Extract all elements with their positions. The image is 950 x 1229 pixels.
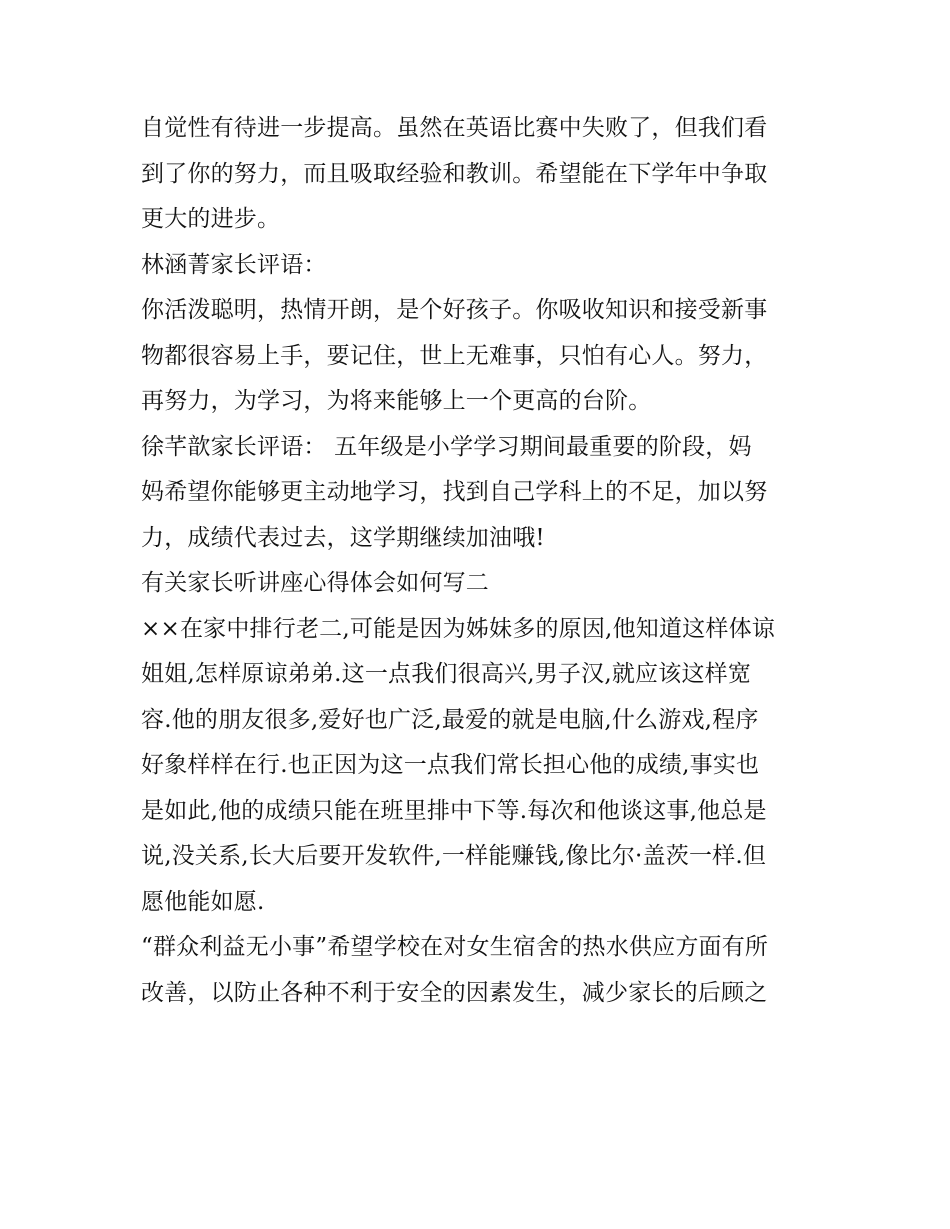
text-line: 愿他能如愿.: [141, 888, 265, 915]
document-body: [141, 106, 821, 1016]
section-heading: 有关家长听讲座心得体会如何写二: [141, 570, 489, 596]
text-line: 容.他的朋友很多,爱好也广泛,最爱的就是电脑,什么游戏,程序: [141, 706, 759, 733]
text-line: 是如此,他的成绩只能在班里排中下等.每次和他谈这事,他总是: [141, 797, 767, 824]
text-line: 自觉性有待进一步提高。虽然在英语比赛中失败了，但我们看: [141, 115, 768, 141]
text-line: “群众利益无小事”希望学校在对女生宿舍的热水供应方面有所: [141, 934, 769, 960]
text-line: 妈希望你能够更主动地学习，找到自己学科上的不足，加以努: [141, 479, 768, 505]
text-line: 好象样样在行.也正因为这一点我们常长担心他的成绩,事实也: [141, 752, 760, 778]
text-line: 力，成绩代表过去，这学期继续加油哦!: [141, 524, 545, 551]
text-line: ××在家中排行老二,可能是因为姊妹多的原因,他知道这样体谅: [141, 615, 775, 642]
text-line: 再努力，为学习，为将来能够上一个更高的台阶。: [141, 388, 652, 414]
text-line: 到了你的努力，而且吸取经验和教训。希望能在下学年中争取: [141, 160, 768, 187]
text-line: 徐芊歆家长评语： 五年级是小学学习期间最重要的阶段，妈: [141, 433, 752, 460]
text-line: 改善，以防止各种不利于安全的因素发生，减少家长的后顾之: [141, 979, 768, 1006]
text-line: 更大的进步。: [141, 206, 281, 232]
text-line: 你活泼聪明，热情开朗，是个好孩子。你吸收知识和接受新事: [141, 297, 768, 323]
text-line: 姐姐,怎样原谅弟弟.这一点我们很高兴,男子汉,就应该这样宽: [141, 661, 752, 687]
text-line: 说,没关系,长大后要开发软件,一样能赚钱,像比尔·盖茨一样.但: [141, 843, 767, 869]
section-heading: 林涵菁家长评语：: [141, 251, 327, 278]
text-line: 物都很容易上手，要记住，世上无难事，只怕有心人。努力，: [141, 342, 768, 369]
